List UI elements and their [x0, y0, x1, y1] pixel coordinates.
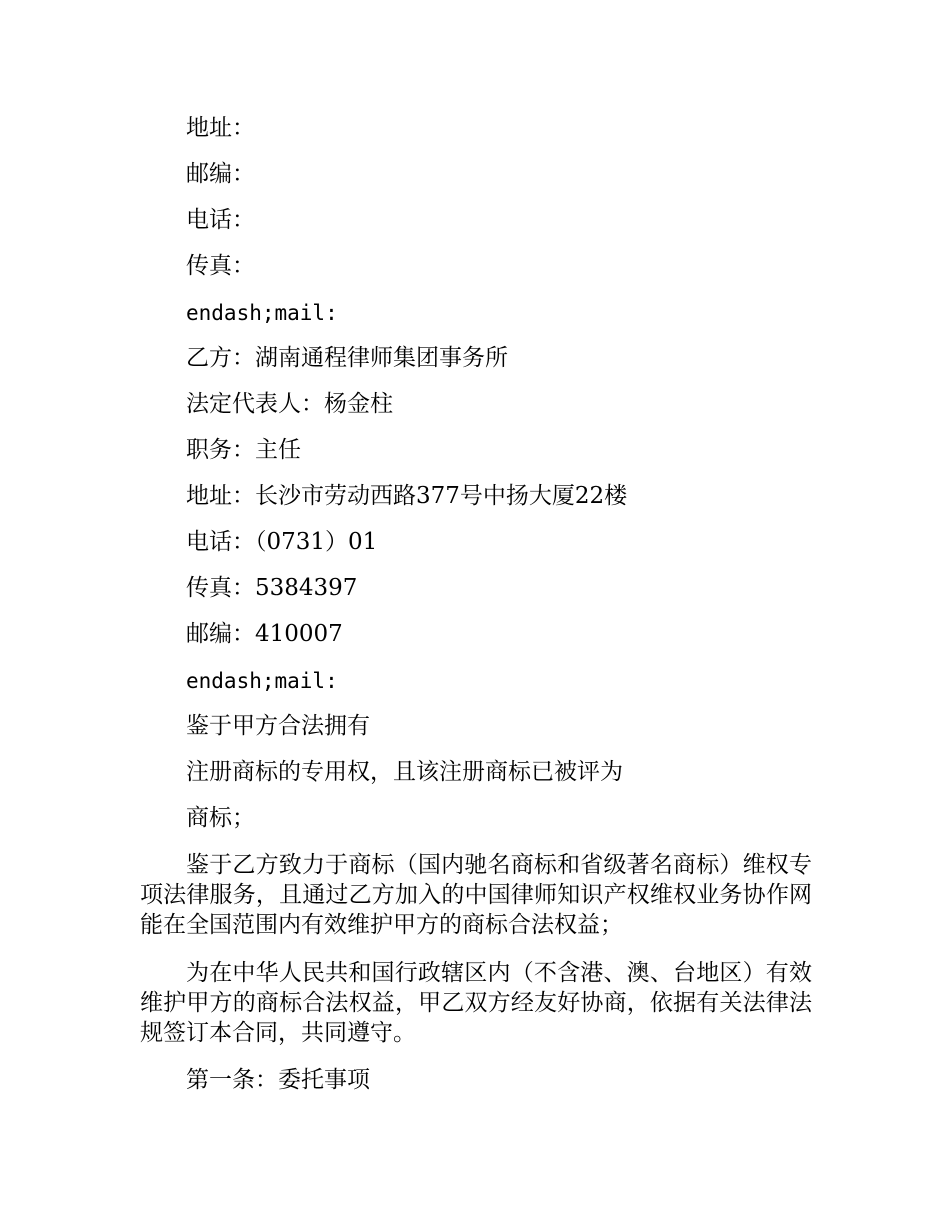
party-a-phone-label: 电话：: [186, 207, 255, 233]
party-b-fax: 传真：5384397: [186, 575, 358, 601]
party-a-postcode-label: 邮编：: [186, 161, 255, 187]
party-b-postcode: 邮编：410007: [186, 621, 343, 647]
party-b-address: 地址：长沙市劳动西路377号中扬大厦22楼: [186, 483, 628, 509]
party-b-position: 职务：主任: [186, 437, 301, 463]
recital-trademark-end: 商标；: [186, 805, 255, 831]
recital-party-b-service: 鉴于乙方致力于商标（国内驰名商标和省级著名商标）维权专项法律服务，且通过乙方加入的中国律师知识产权维权业务协作网能在全国范围内有效维护甲方的商标合法权益；: [140, 852, 812, 938]
recital-trademark-owner: 鉴于甲方合法拥有: [186, 713, 370, 739]
section-heading: 第一条：委托事项: [186, 1067, 370, 1093]
party-a-email-label: endash;mail:: [186, 301, 338, 325]
recital-contract-purpose: 为在中华人民共和国行政辖区内（不含港、澳、台地区）有效维护甲方的商标合法权益，甲乙双方经友好协商，依据有关法律法规签订本合同，共同遵守。: [140, 960, 812, 1046]
recital-trademark-rights: 注册商标的专用权，且该注册商标已被评为: [186, 759, 623, 785]
party-b-phone: 电话：（0731）01: [186, 529, 378, 555]
party-a-fax-label: 传真：: [186, 253, 255, 279]
party-b-email-label: endash;mail:: [186, 669, 338, 693]
party-a-address-label: 地址：: [186, 115, 255, 141]
party-b-legal-representative: 法定代表人：杨金柱: [186, 391, 393, 417]
party-b-name: 乙方：湖南通程律师集团事务所: [186, 345, 508, 371]
